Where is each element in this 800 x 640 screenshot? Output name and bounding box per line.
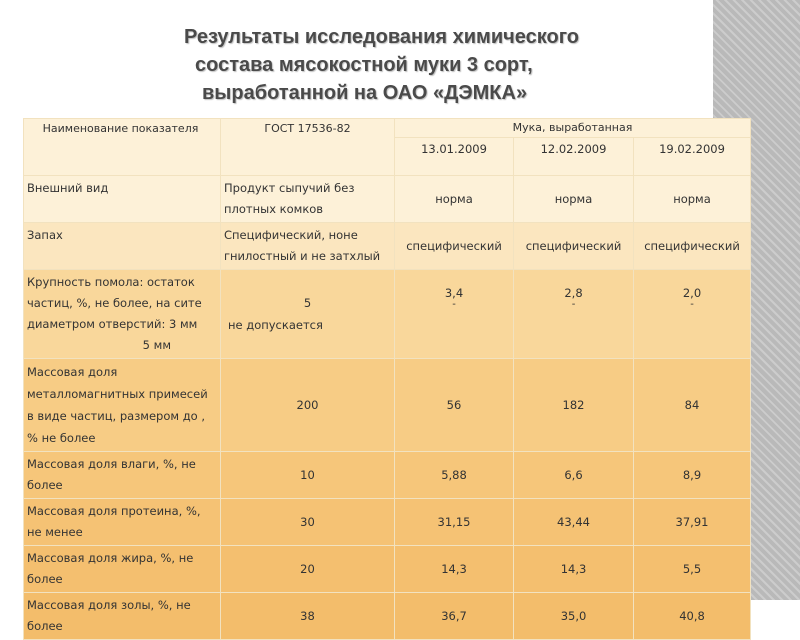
value-cell: 14,3: [514, 546, 634, 593]
gost-value: 30: [221, 499, 395, 546]
gost-value: 20: [221, 546, 395, 593]
gost-value: 200: [221, 359, 395, 452]
value-cell: [514, 270, 634, 359]
indicator-name-extra: 5 мм: [142, 338, 171, 352]
header-date: 12.02.2009: [514, 138, 634, 176]
indicator-name-text: Крупность помола: остаток частиц, %, не более, на сите диаметром отверстий: 3 мм: [27, 275, 202, 331]
value-cell: 36,7: [395, 593, 514, 640]
value-extra: -: [452, 299, 456, 310]
header-name: Наименование показателя: [24, 119, 221, 176]
gost-value: Специфический, ноне гнилостный и не затхлый: [221, 223, 395, 270]
table-row: [24, 223, 751, 270]
value-cell: специфический: [395, 223, 514, 270]
value-cell: специфический: [634, 223, 751, 270]
value-cell: 8,9: [634, 452, 751, 499]
title-line-2: состава мясокостной муки 3 сорт,: [195, 54, 533, 76]
value-cell: 40,8: [634, 593, 751, 640]
value-cell: 5,88: [395, 452, 514, 499]
value-cell: 31,15: [395, 499, 514, 546]
indicator-name: Внешний вид: [24, 176, 221, 223]
value-cell: 56: [395, 359, 514, 452]
value-main: 3,4: [444, 286, 464, 300]
gost-value: [221, 270, 395, 359]
value-cell: 35,0: [514, 593, 634, 640]
value-cell: 37,91: [634, 499, 751, 546]
value-cell: [634, 270, 751, 359]
value-extra: -: [571, 299, 576, 310]
header-date: 13.01.2009: [395, 138, 514, 176]
header-group: Мука, выработанная: [395, 119, 751, 138]
value-cell: 43,44: [514, 499, 634, 546]
value-cell: специфический: [514, 223, 634, 270]
header-gost: ГОСТ 17536-82: [221, 119, 395, 176]
indicator-name: Массовая доля влаги, %, не более: [24, 452, 221, 499]
value-cell: 5,5: [634, 546, 751, 593]
table-row: [24, 452, 751, 499]
title-line-3: выработанной на ОАО «ДЭМКА»: [202, 82, 528, 104]
gost-value-extra: не допускается: [228, 318, 323, 332]
table-row: [24, 499, 751, 546]
value-cell: 182: [514, 359, 634, 452]
gost-value: Продукт сыпучий без плотных комков: [221, 176, 395, 223]
indicator-name: Массовая доля жира, %, не более: [24, 546, 221, 593]
indicator-name: Массовая доля металломагнитных примесей в виде частиц, размером до , % не более: [24, 359, 221, 452]
value-main: 2,8: [564, 286, 583, 300]
value-extra: -: [690, 299, 694, 310]
indicator-name: Запах: [24, 223, 221, 270]
value-cell: норма: [634, 176, 751, 223]
header-date: 19.02.2009: [634, 138, 751, 176]
header-row: [24, 119, 751, 138]
table-row: [24, 176, 751, 223]
title-line-1: Результаты исследования химического: [184, 26, 579, 48]
table-row: [24, 546, 751, 593]
indicator-name: [24, 270, 221, 359]
value-cell: [395, 270, 514, 359]
value-cell: норма: [514, 176, 634, 223]
table-row: [24, 359, 751, 452]
gost-value: 38: [221, 593, 395, 640]
gost-value-main: 5: [303, 296, 312, 310]
value-cell: 84: [634, 359, 751, 452]
value-cell: 14,3: [395, 546, 514, 593]
indicator-name: Массовая доля протеина, %, не менее: [24, 499, 221, 546]
table-row: [24, 270, 751, 359]
indicator-name: Массовая доля золы, %, не более: [24, 593, 221, 640]
gost-value: 10: [221, 452, 395, 499]
value-main: 2,0: [682, 286, 702, 300]
value-cell: 6,6: [514, 452, 634, 499]
results-table: [23, 118, 751, 640]
value-cell: норма: [395, 176, 514, 223]
